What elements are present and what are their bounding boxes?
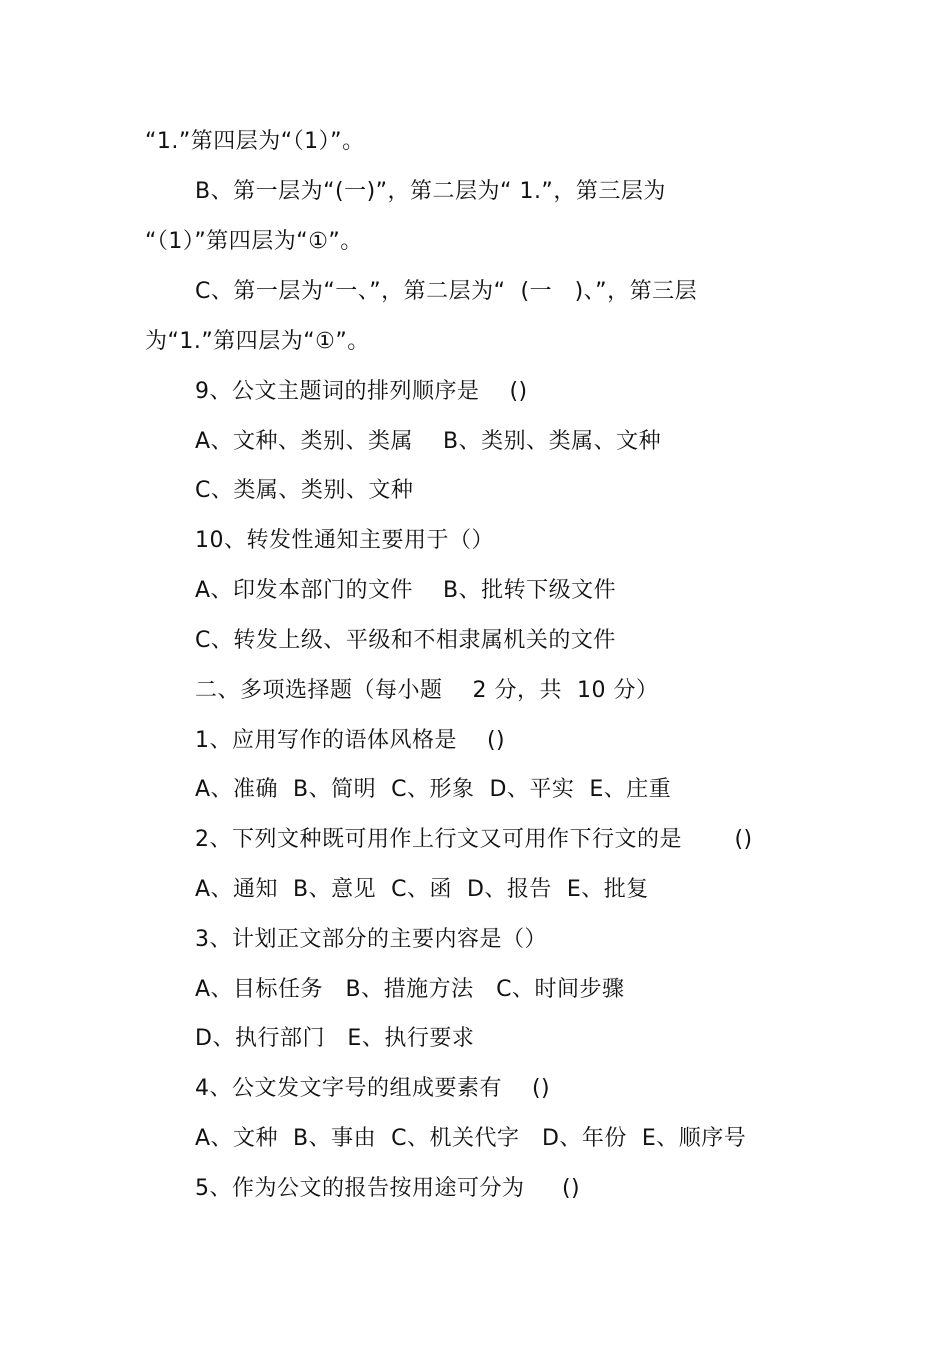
- multi-question-5: 5、作为公文的报告按用途可分为 (): [195, 1176, 581, 1201]
- multi-question-4: 4、公文发文字号的组成要素有 (): [195, 1076, 551, 1101]
- multi-question-2: 2、下列文种既可用作上行文又可用作下行文的是 (): [195, 827, 753, 852]
- options-9-c: C、类属、类别、文种: [195, 478, 414, 503]
- multi-question-1: 1、应用写作的语体风格是 (): [195, 728, 506, 753]
- multi-options-3-de: D、执行部门 E、执行要求: [195, 1026, 475, 1051]
- question-10: 10、转发性通知主要用于（）: [195, 528, 494, 553]
- text-line-3: “（1）”第四层为“①”。: [145, 229, 363, 254]
- options-9-ab: A、文种、类别、类属 B、类别、类属、文种: [195, 429, 662, 454]
- options-10-ab: A、印发本部门的文件 B、批转下级文件: [195, 578, 617, 603]
- text-line-1: “1.”第四层为“（1）”。: [145, 129, 365, 154]
- text-line-5: 为“1.”第四层为“①”。: [145, 329, 370, 354]
- multi-options-1: A、准确 B、简明 C、形象 D、平实 E、庄重: [195, 777, 672, 802]
- multi-options-3-abc: A、目标任务 B、措施方法 C、时间步骤: [195, 977, 625, 1002]
- section-heading: 二、多项选择题（每小题 2 分，共 10 分）: [195, 678, 659, 703]
- options-10-c: C、转发上级、平级和不相隶属机关的文件: [195, 628, 616, 653]
- text-line-2: B、第一层为“(一)”，第二层为“ 1.”，第三层为: [195, 179, 666, 204]
- question-9: 9、公文主题词的排列顺序是 (): [195, 379, 528, 404]
- multi-options-2: A、通知 B、意见 C、函 D、报告 E、批复: [195, 877, 649, 902]
- multi-options-4: A、文种 B、事由 C、机关代字 D、年份 E、顺序号: [195, 1126, 747, 1151]
- text-line-4: C、第一层为“一、”，第二层为“ (一 )、”，第三层: [195, 279, 698, 304]
- multi-question-3: 3、计划正文部分的主要内容是（）: [195, 927, 547, 952]
